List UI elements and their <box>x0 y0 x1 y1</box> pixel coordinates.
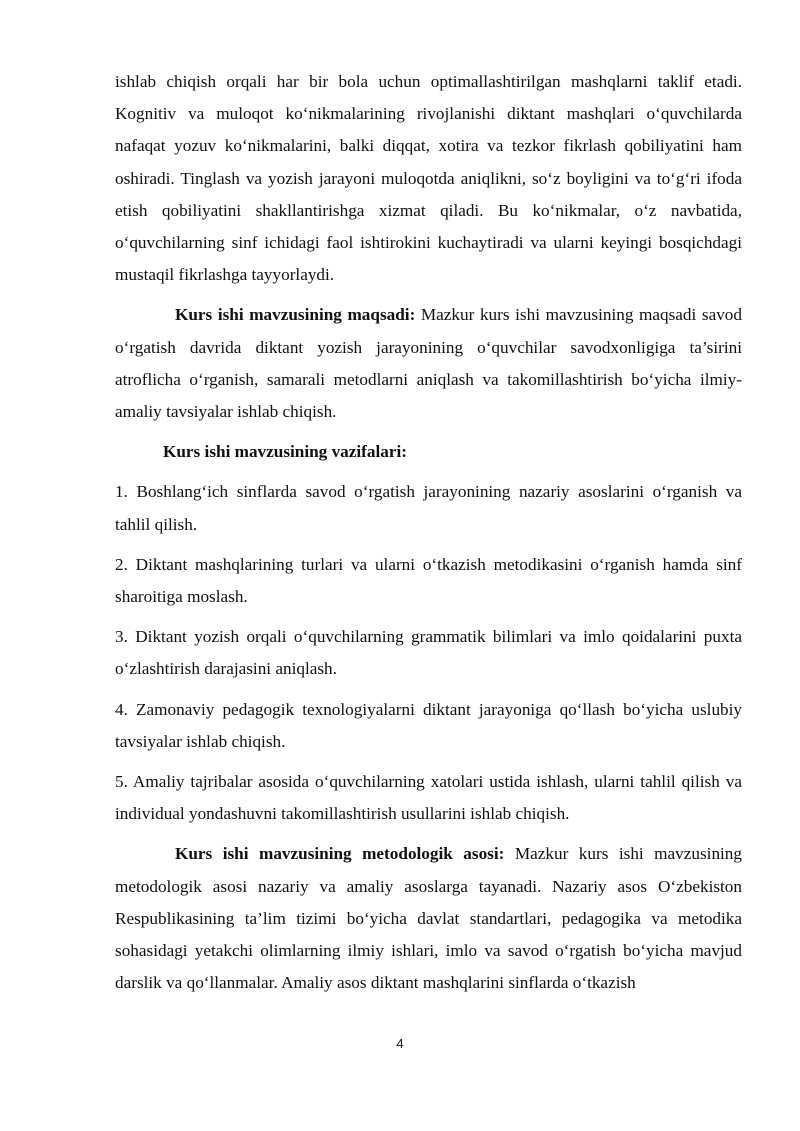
task-item: 1. Boshlang‘ich sinflarda savod o‘rgatish jarayonining nazariy asoslarini o‘rganish va tahlil qilish. <box>115 482 742 534</box>
tasks-heading: Kurs ishi mavzusining vazifalari: <box>163 442 407 462</box>
goal-text: Mazkur kurs ishi mavzusining maqsadi savod o‘rgatish davrida diktant yozish jarayonining o‘quvchilar savodxonligiga ta’sirini atroflicha o‘rganish, samarali metodlarni aniqlash va takomillashtirish bo‘yicha ilmiy-amaliy tavsiyalar ishlab chiqish. <box>115 305 742 422</box>
method-label: Kurs ishi mavzusining metodologik asosi: <box>175 844 505 864</box>
task-item: 2. Diktant mashqlarining turlari va ularni o‘tkazish metodikasini o‘rganish hamda sinf sharoitiga moslash. <box>115 554 742 607</box>
page-number: 4 <box>396 1036 404 1051</box>
intro-paragraph: ishlab chiqish orqali har bir bola uchun optimallashtirilgan mashqlarni taklif etadi. Kognitiv va muloqot ko‘nikmalarining rivojlanishi diktant mashqlari o‘quvchilarda nafaqat yozuv ko‘nikmalarini, balki diqqat, xotira va tezkor fikrlash qobiliyatini ham oshiradi. Tinglash va yozish jarayoni muloqotda aniqlikni, so‘z boyligini va to‘g‘ri ifoda etish qobiliyatini shakllantirishga xizmat qiladi. Bu ko‘nikmalar, o‘z navbatida, o‘quvchilarning sinf ichidagi faol ishtirokini kuchaytiradi va ularni keyingi bosqichdagi mustaqil fikrlashga tayyorlaydi. <box>115 72 742 285</box>
method-text: Mazkur kurs ishi mavzusining metodologik asosi nazariy va amaliy asoslarga tayanadi. Nazariy asos O‘zbekiston Respublikasining ta’lim tizimi bo‘yicha davlat standartlari, pedagogika va metodika sohasidagi yetakchi olimlarning ilmiy ishlari, imlo va savod o‘rgatish bo‘yicha mavjud darslik va qo‘llanmalar. Amaliy asos diktant mashqlarini sinflarda o‘tkazish <box>115 844 742 993</box>
task-item: 5. Amaliy tajribalar asosida o‘quvchilarning xatolari ustida ishlash, ularni tahlil qilish va individual yondashuvni takomillashtirish usullarini ishlab chiqish. <box>115 772 742 824</box>
method-paragraph <box>115 838 742 999</box>
task-item: 4. Zamonaviy pedagogik texnologiyalarni diktant jarayoniga qo‘llash bo‘yicha uslubiy tavsiyalar ishlab chiqish. <box>115 699 742 751</box>
document-body <box>115 66 742 1007</box>
goal-paragraph <box>115 299 742 428</box>
task-item: 3. Diktant yozish orqali o‘quvchilarning grammatik bilimlari va imlo qoidalarini puxta o‘zlashtirish darajasini aniqlash. <box>115 627 742 679</box>
goal-label: Kurs ishi mavzusining maqsadi: <box>175 305 416 325</box>
